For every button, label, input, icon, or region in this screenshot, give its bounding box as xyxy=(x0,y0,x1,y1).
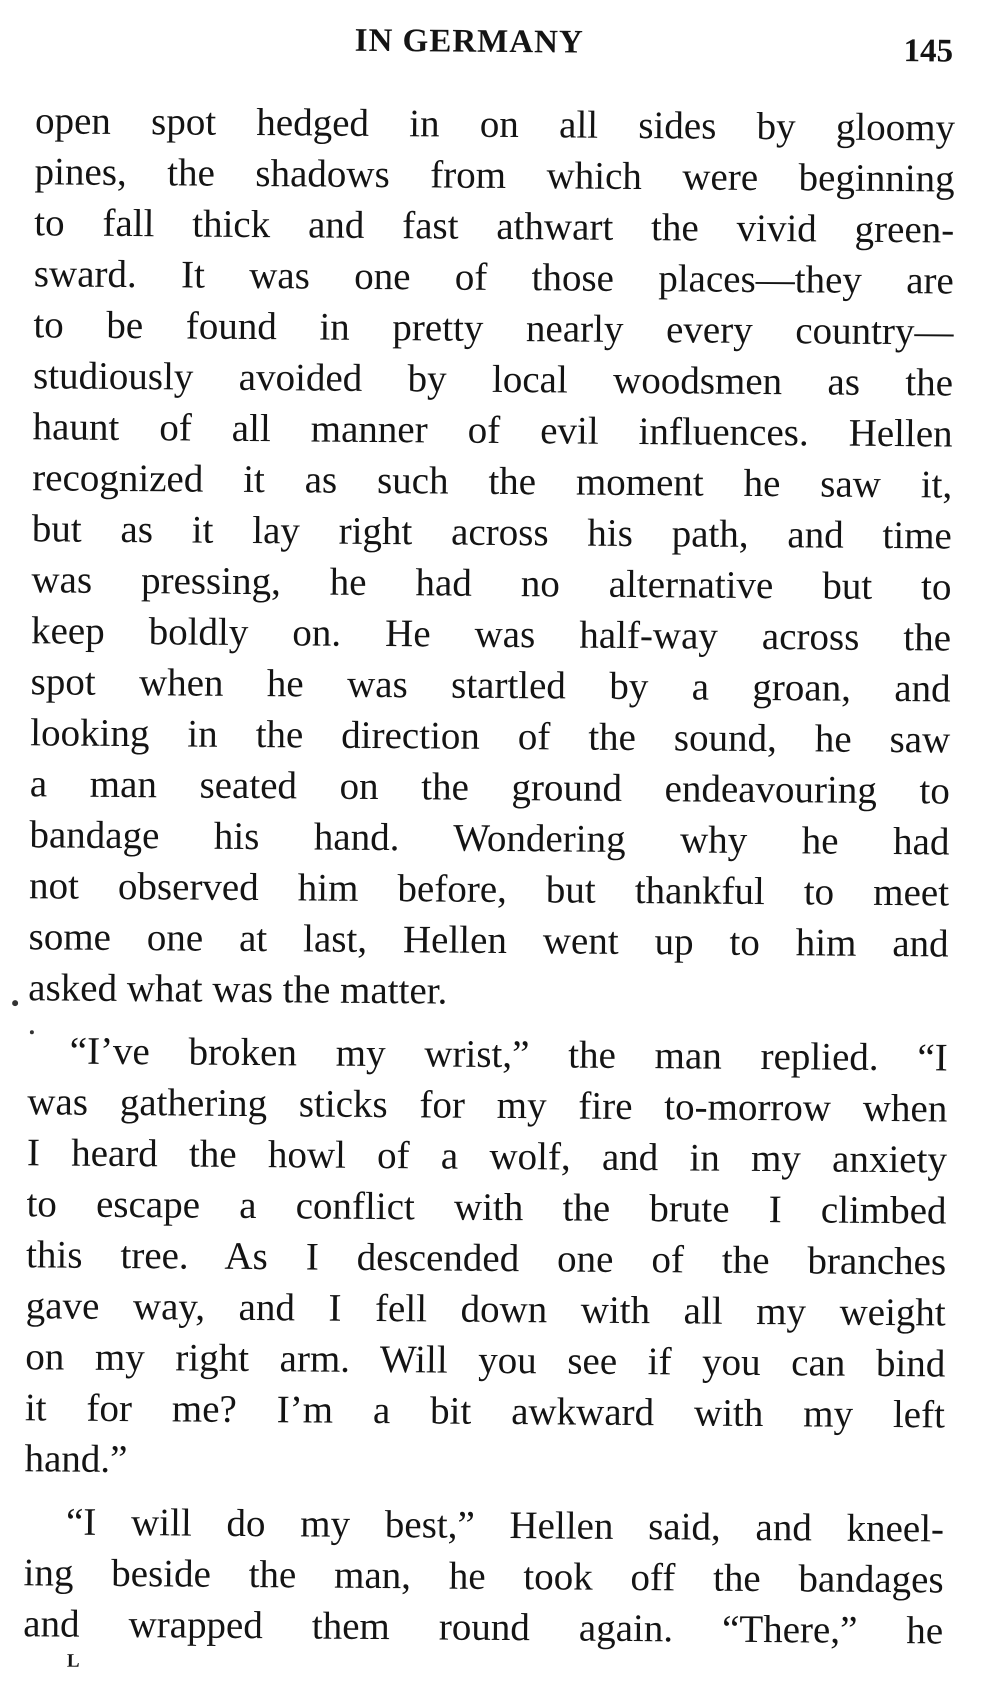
text-line: sward. It was one of those places—they are xyxy=(33,252,954,303)
text-line: this tree. As I descended one of the branches xyxy=(25,1233,947,1284)
text-line: “I’ve broken my wrist,” the man replied. “I xyxy=(69,1029,948,1080)
text-line: gave way, and I fell down with all my weight xyxy=(25,1284,946,1335)
text-line: looking in the direction of the sound, he saw xyxy=(30,711,951,762)
text-line: to escape a conflict with the brute I climbed xyxy=(26,1182,947,1233)
paragraph xyxy=(24,1025,948,1491)
text-line: I heard the howl of a wolf, and in my anxiety xyxy=(26,1131,948,1182)
paragraph xyxy=(23,1496,944,1656)
paragraph xyxy=(28,95,955,1020)
text-line: studiously avoided by local woodsmen as the xyxy=(32,354,954,405)
text-line: pines, the shadows from which were beginning xyxy=(34,150,955,201)
text-line: recognized it as such the moment he saw it, xyxy=(32,456,953,507)
text-line: keep boldly on. He was half-way across the xyxy=(30,609,952,660)
text-line: hand.” xyxy=(24,1437,128,1482)
page-number: 145 xyxy=(903,33,954,70)
ink-speck xyxy=(12,1000,18,1006)
text-line: ing beside the man, he took off the bandages xyxy=(23,1551,944,1602)
text-line: bandage his hand. Wondering why he had xyxy=(29,813,950,864)
text-line: and wrapped them round again. “There,” he xyxy=(23,1602,944,1653)
text-line: to be found in pretty nearly every country— xyxy=(33,303,954,354)
printer-signature-mark: L xyxy=(66,1650,80,1672)
text-line: a man seated on the ground endeavouring to xyxy=(29,762,950,813)
text-line: but as it lay right across his path, and time xyxy=(31,507,952,558)
ink-speck xyxy=(30,1030,34,1034)
body-text xyxy=(23,95,955,1656)
text-line: it for me? I’m a bit awkward with my left xyxy=(24,1386,946,1437)
text-line: open spot hedged in on all sides by gloomy xyxy=(34,99,956,150)
text-line: asked what was the matter. xyxy=(28,966,448,1013)
text-line: was gathering sticks for my fire to-morrow when xyxy=(27,1080,948,1131)
text-line: was pressing, he had no alternative but to xyxy=(31,558,952,609)
text-line: “I will do my best,” Hellen said, and kneel- xyxy=(65,1500,945,1551)
text-line: some one at last, Hellen went up to him and xyxy=(28,915,949,966)
text-line: haunt of all manner of evil influences. Hellen xyxy=(32,405,953,456)
text-line: to fall thick and fast athwart the vivid green- xyxy=(34,201,955,252)
text-line: on my right arm. Will you see if you can bind xyxy=(25,1335,946,1386)
text-line: not observed him before, but thankful to meet xyxy=(28,864,950,915)
text-line: spot when he was startled by a groan, and xyxy=(30,660,951,711)
running-head-title: IN GERMANY xyxy=(354,22,584,61)
